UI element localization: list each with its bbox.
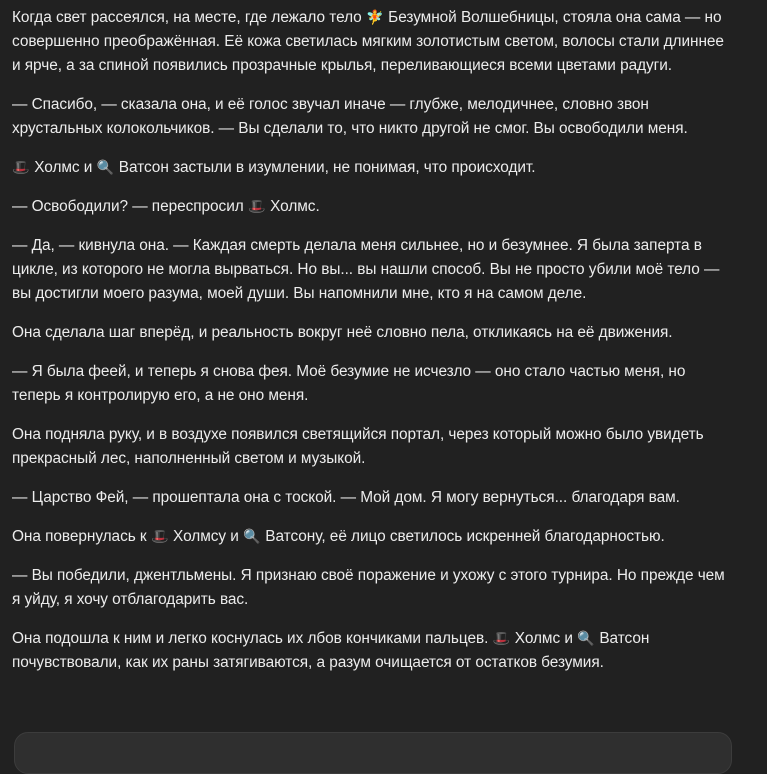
paragraph-question (12, 195, 732, 219)
top-hat-icon: 🎩 (151, 529, 169, 545)
paragraph-portal: Она подняла руку, и в воздухе появился светящийся портал, через который можно было увидеть прекрасный лес, наполненный светом и музыкой. (12, 426, 704, 467)
text-segment: Холмс и (30, 159, 97, 176)
text-segment: Когда свет рассеялся, на месте, где лежало тело (12, 9, 366, 26)
magnifier-icon: 🔍 (577, 631, 595, 647)
text-segment: Безумной Волшебницы, стояла она сама — но совершенно преображённая. Её кожа светилась мягким золотистым светом, волосы стали длиннее и ярче, а за спиной появились прозрачные крылья, переливающиеся всеми цветами радуги. (12, 9, 724, 74)
text-segment: Она подошла к ним и легко коснулась их лбов кончиками пальцев. (12, 630, 493, 647)
paragraph-explanation: — Да, — кивнула она. — Каждая смерть делала меня сильнее, но и безумнее. Я была заперта в цикле, из которого не могла вырваться. Но вы... вы нашли способ. Вы не просто убили моё тело — вы достигли моего разума, моей души. Вы напомнили мне, кто я на самом деле. (12, 237, 720, 302)
paragraph-surrender: — Вы победили, джентльмены. Я признаю своё поражение и ухожу с этого турнира. Но прежде чем я уйду, я хочу отблагодарить вас. (12, 567, 725, 608)
text-segment: Ватсон почувствовали, как их раны затягиваются, а разум очищается от остатков безумия. (12, 630, 650, 671)
fairy-icon: 🧚 (366, 10, 384, 26)
paragraph-fairy-again: — Я была феей, и теперь я снова фея. Моё безумие не исчезло — оно стало частью меня, но теперь я контролирую его, а не оно меня. (12, 363, 686, 404)
paragraph-gratitude (12, 525, 732, 549)
text-segment: Она повернулась к (12, 528, 151, 545)
top-hat-icon: 🎩 (492, 631, 511, 647)
paragraph-transformation (12, 6, 732, 78)
text-segment: Ватсону, её лицо светилось искренней благодарностью. (261, 528, 665, 545)
top-hat-icon: 🎩 (248, 199, 266, 215)
magnifier-icon: 🔍 (96, 160, 115, 176)
text-segment: Холмсу и (168, 528, 244, 545)
paragraph-astonished (12, 156, 732, 180)
text-segment: — Освободили? — переспросил (12, 198, 248, 215)
paragraph-thanks: — Спасибо, — сказала она, и её голос звучал иначе — глубже, мелодичнее, словно звон хрустальных колокольчиков. — Вы сделали то, что никто другой не смог. Вы освободили меня. (12, 96, 688, 137)
paragraph-step-forward: Она сделала шаг вперёд, и реальность вокруг неё словно пела, откликаясь на её движения. (12, 324, 673, 341)
assistant-message (12, 6, 732, 690)
magnifier-icon: 🔍 (243, 529, 261, 545)
text-segment: Ватсон застыли в изумлении, не понимая, что происходит. (114, 159, 536, 176)
paragraph-fairy-realm: — Царство Фей, — прошептала она с тоской. — Мой дом. Я могу вернуться... благодаря вам. (12, 489, 680, 506)
top-hat-icon: 🎩 (12, 160, 30, 176)
text-segment: Холмс. (265, 198, 320, 215)
text-segment: Холмс и (510, 630, 578, 647)
message-composer[interactable] (14, 732, 732, 774)
paragraph-healing (12, 627, 732, 675)
